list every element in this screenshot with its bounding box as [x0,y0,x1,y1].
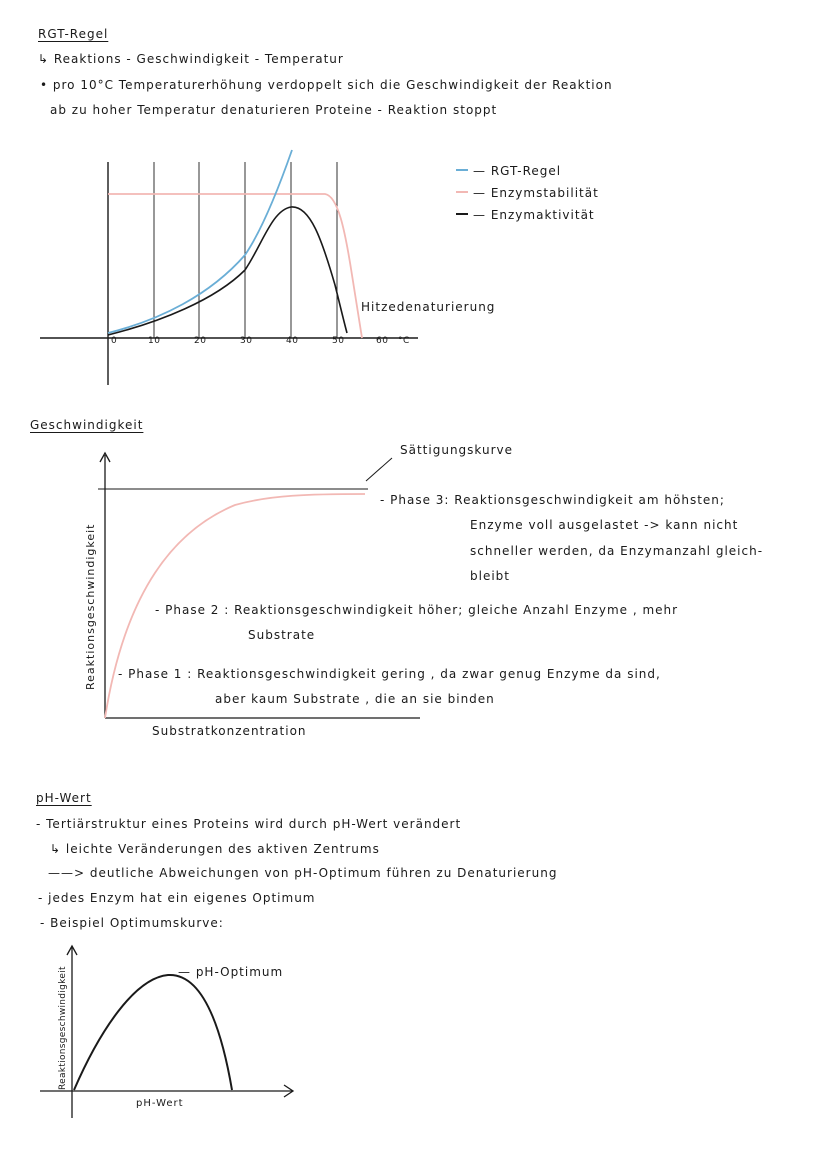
phase3-line-2: Enzyme voll ausgelastet -> kann nicht [470,518,739,532]
tick-40: 40 [286,336,299,346]
ph-line-3: ——> deutliche Abweichungen von pH-Optimum führen zu Denaturierung [48,866,558,880]
tick-30: 30 [240,336,253,346]
rgt-line-2: ab zu hoher Temperatur denaturieren Proteine - Reaktion stoppt [50,103,498,117]
tick-10: 10 [148,336,161,346]
chart2-x-label: Substratkonzentration [152,724,307,738]
ph-line-1: - Tertiärstruktur eines Proteins wird durch pH-Wert verändert [36,817,462,831]
tick-0: 0 [111,336,118,346]
phase3-line-1: - Phase 3: Reaktionsgeschwindigkeit am höhsten; [380,493,725,507]
ph-optimum-curve [74,975,232,1090]
ph-line-2: ↳ leichte Veränderungen des aktiven Zentrums [50,842,380,856]
saturation-curve-label: Sättigungskurve [400,443,514,457]
ph-line-5: - Beispiel Optimumskurve: [40,916,224,930]
chart3-x-label: pH-Wert [136,1098,184,1109]
rgt-line-1: • pro 10°C Temperaturerhöhung verdoppelt sich die Geschwindigkeit der Reaktion [40,78,613,92]
legend-activity-text: — Enzymaktivität [473,208,595,222]
ph-heading: pH-Wert [36,791,92,805]
chart2-y-label: Reaktionsgeschwindigkeit [84,523,97,690]
phase1-line-2: aber kaum Substrate , die an sie binden [215,692,495,706]
phase2-line-2: Substrate [248,628,316,642]
phase2-line-1: - Phase 2 : Reaktionsgeschwindigkeit höher; gleiche Anzahl Enzyme , mehr [155,603,679,617]
phase3-line-3: schneller werden, da Enzymanzahl gleich- [470,544,764,558]
rgt-heading: RGT-Regel [38,27,109,41]
chart3-y-label: Reaktionsgeschwindigkeit [58,966,68,1090]
tick-50: 50 [332,336,345,346]
ph-optimum-label: — pH-Optimum [178,965,284,979]
legend-stability-text: — Enzymstabilität [473,186,599,200]
tick-60: 60 [376,336,389,346]
phase1-line-1: - Phase 1 : Reaktionsgeschwindigkeit gering , da zwar genug Enzyme da sind, [118,667,661,681]
x-unit-celsius: °C [398,336,410,346]
speed-heading: Geschwindigkeit [30,418,144,432]
phase3-line-4: bleibt [470,569,510,583]
heat-denaturation-label: Hitzedenaturierung [361,300,496,314]
ph-line-4: - jedes Enzym hat ein eigenes Optimum [38,891,316,905]
tick-20: 20 [194,336,207,346]
rgt-subheading: ↳ Reaktions - Geschwindigkeit - Temperatur [38,52,344,66]
legend-rgt-text: — RGT-Regel [473,164,562,178]
